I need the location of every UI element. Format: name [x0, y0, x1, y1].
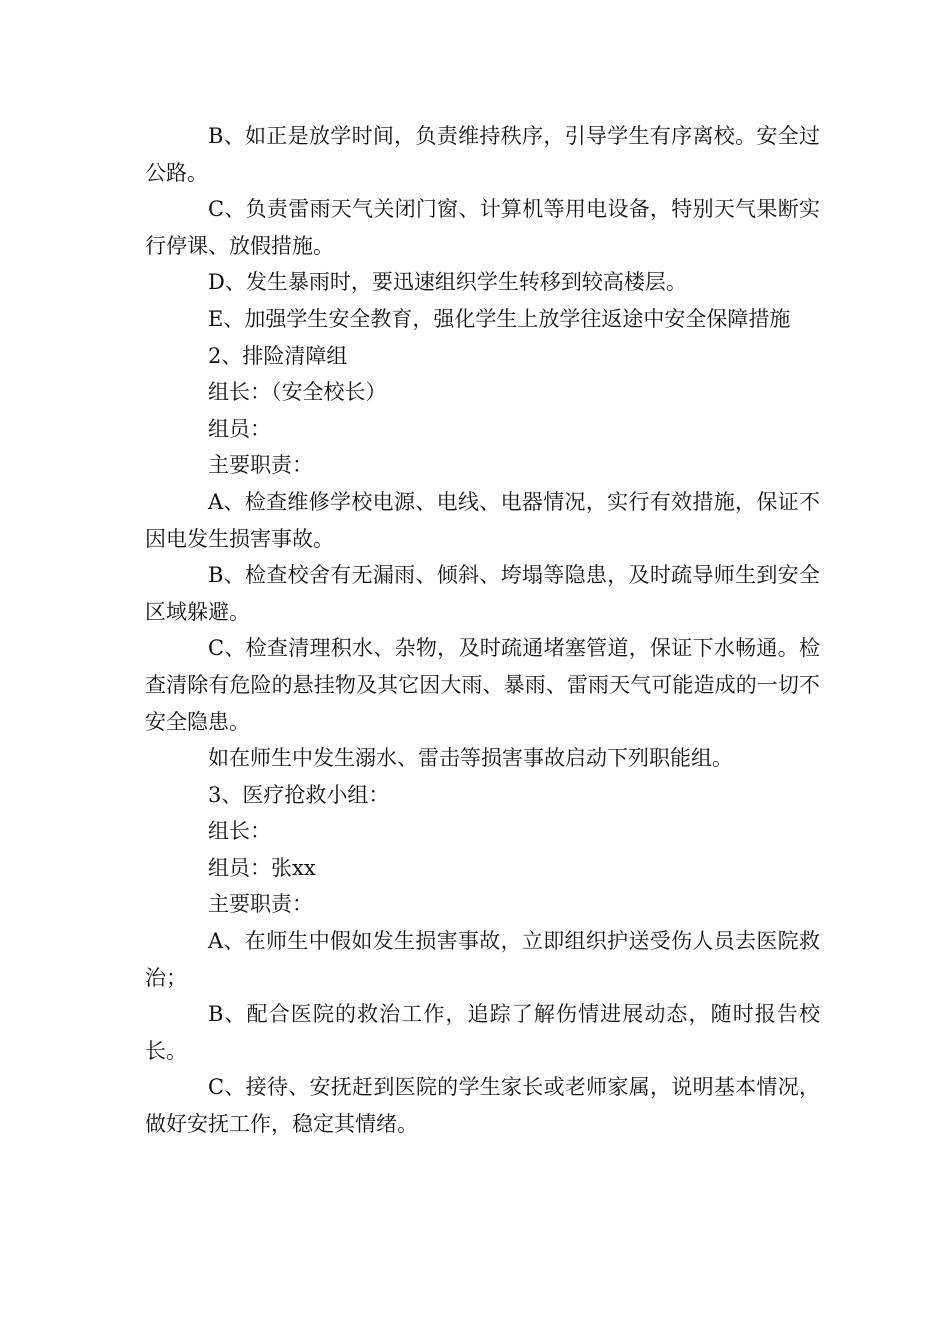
paragraph-e-safety-education: E、加强学生安全教育，强化学生上放学往返途中安全保障措施	[208, 306, 791, 331]
paragraph-c-close-windows: C、负责雷雨天气关闭门窗、计算机等用电设备，特别天气果断实行停课、放假措施。	[145, 197, 820, 258]
document-body	[145, 118, 820, 1143]
paragraph-c-clear-water-debris: C、检查清理积水、杂物，及时疏通堵塞管道，保证下水畅通。检查清除有危险的悬挂物及其它因大雨、暴雨、雷雨天气可能造成的一切不安全隐患。	[145, 636, 820, 734]
group-leader-line: 组长：（安全校长）	[208, 380, 387, 405]
paragraph-b-order-dismissal: B、如正是放学时间，负责维持秩序，引导学生有序离校。安全过公路。	[145, 124, 820, 185]
paragraph-a-escort-injured: A、在师生中假如发生损害事故，立即组织护送受伤人员去医院救治；	[145, 929, 820, 990]
paragraph-b-check-buildings: B、检查校舍有无漏雨、倾斜、垮塌等隐患，及时疏导师生到安全区域躲避。	[145, 563, 820, 624]
section-heading-hazard-clearing-group: 2、排险清障组	[208, 343, 348, 368]
paragraph-a-check-electrical: A、检查维修学校电源、电线、电器情况，实行有效措施，保证不因电发生损害事故。	[145, 489, 820, 551]
medical-group-leader-line: 组长：	[208, 819, 271, 844]
main-duties-label: 主要职责：	[208, 453, 313, 478]
medical-group-members-line: 组员：张xx	[208, 855, 316, 880]
paragraph-d-rainstorm-evacuation: D、发生暴雨时，要迅速组织学生转移到较高楼层。	[208, 270, 687, 295]
paragraph-trigger-functional-groups: 如在师生中发生溺水、雷击等损害事故启动下列职能组。	[208, 746, 733, 771]
group-members-line: 组员：	[208, 416, 271, 441]
paragraph-c-comfort-families: C、接待、安抚赶到医院的学生家长或老师家属，说明基本情况，做好安抚工作，稳定其情绪。	[145, 1075, 820, 1137]
medical-main-duties-label: 主要职责：	[208, 892, 313, 917]
paragraph-b-cooperate-hospital: B、配合医院的救治工作，追踪了解伤情进展动态，随时报告校长。	[145, 1002, 820, 1063]
section-heading-medical-rescue-group: 3、医疗抢救小组：	[208, 782, 390, 807]
